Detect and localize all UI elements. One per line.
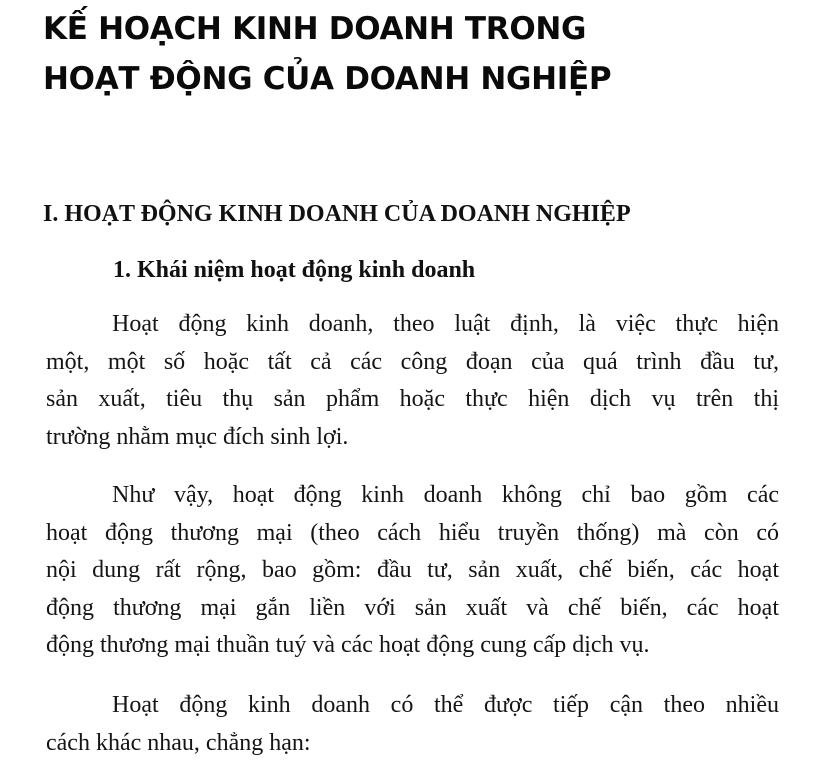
subsection-heading: 1. Khái niệm hoạt động kinh doanh — [113, 257, 476, 283]
paragraph-line: Hoạt động kinh doanh có thể được tiếp cận theo nhiều — [112, 692, 779, 718]
paragraph-line: Hoạt động kinh doanh, theo luật định, là việc thực hiện — [112, 311, 779, 337]
body-paragraph — [46, 477, 779, 665]
paragraph-line: động thương mại thuần tuý và các hoạt động cung cấp dịch vụ. — [46, 632, 650, 658]
paragraph-line: động thương mại gắn liền với sản xuất và chế biến, các hoạt — [46, 594, 779, 621]
paragraph-line: trường nhằm mục đích sinh lợi. — [46, 423, 349, 450]
body-paragraph — [46, 687, 779, 762]
paragraph-line: Như vậy, hoạt động kinh doanh không chỉ bao gồm các — [112, 482, 779, 508]
paragraph-line: hoạt động thương mại (theo cách hiểu truyền thống) mà còn có — [46, 519, 779, 546]
paragraph-line: một, một số hoặc tất cả các công đoạn của quá trình đầu tư, — [46, 348, 779, 375]
chapter-title-line: KẾ HOẠCH KINH DOANH TRONG — [43, 11, 587, 47]
paragraph-line: cách khác nhau, chẳng hạn: — [46, 729, 311, 756]
chapter-title — [43, 4, 611, 104]
paragraph-line: sản xuất, tiêu thụ sản phẩm hoặc thực hiện dịch vụ trên thị — [46, 386, 779, 412]
chapter-title-line: HOẠT ĐỘNG CỦA DOANH NGHIỆP — [43, 61, 612, 97]
body-paragraph — [46, 306, 779, 456]
paragraph-line: nội dung rất rộng, bao gồm: đầu tư, sản xuất, chế biến, các hoạt — [46, 557, 779, 583]
section-heading: I. HOẠT ĐỘNG KINH DOANH CỦA DOANH NGHIỆP — [43, 201, 631, 227]
